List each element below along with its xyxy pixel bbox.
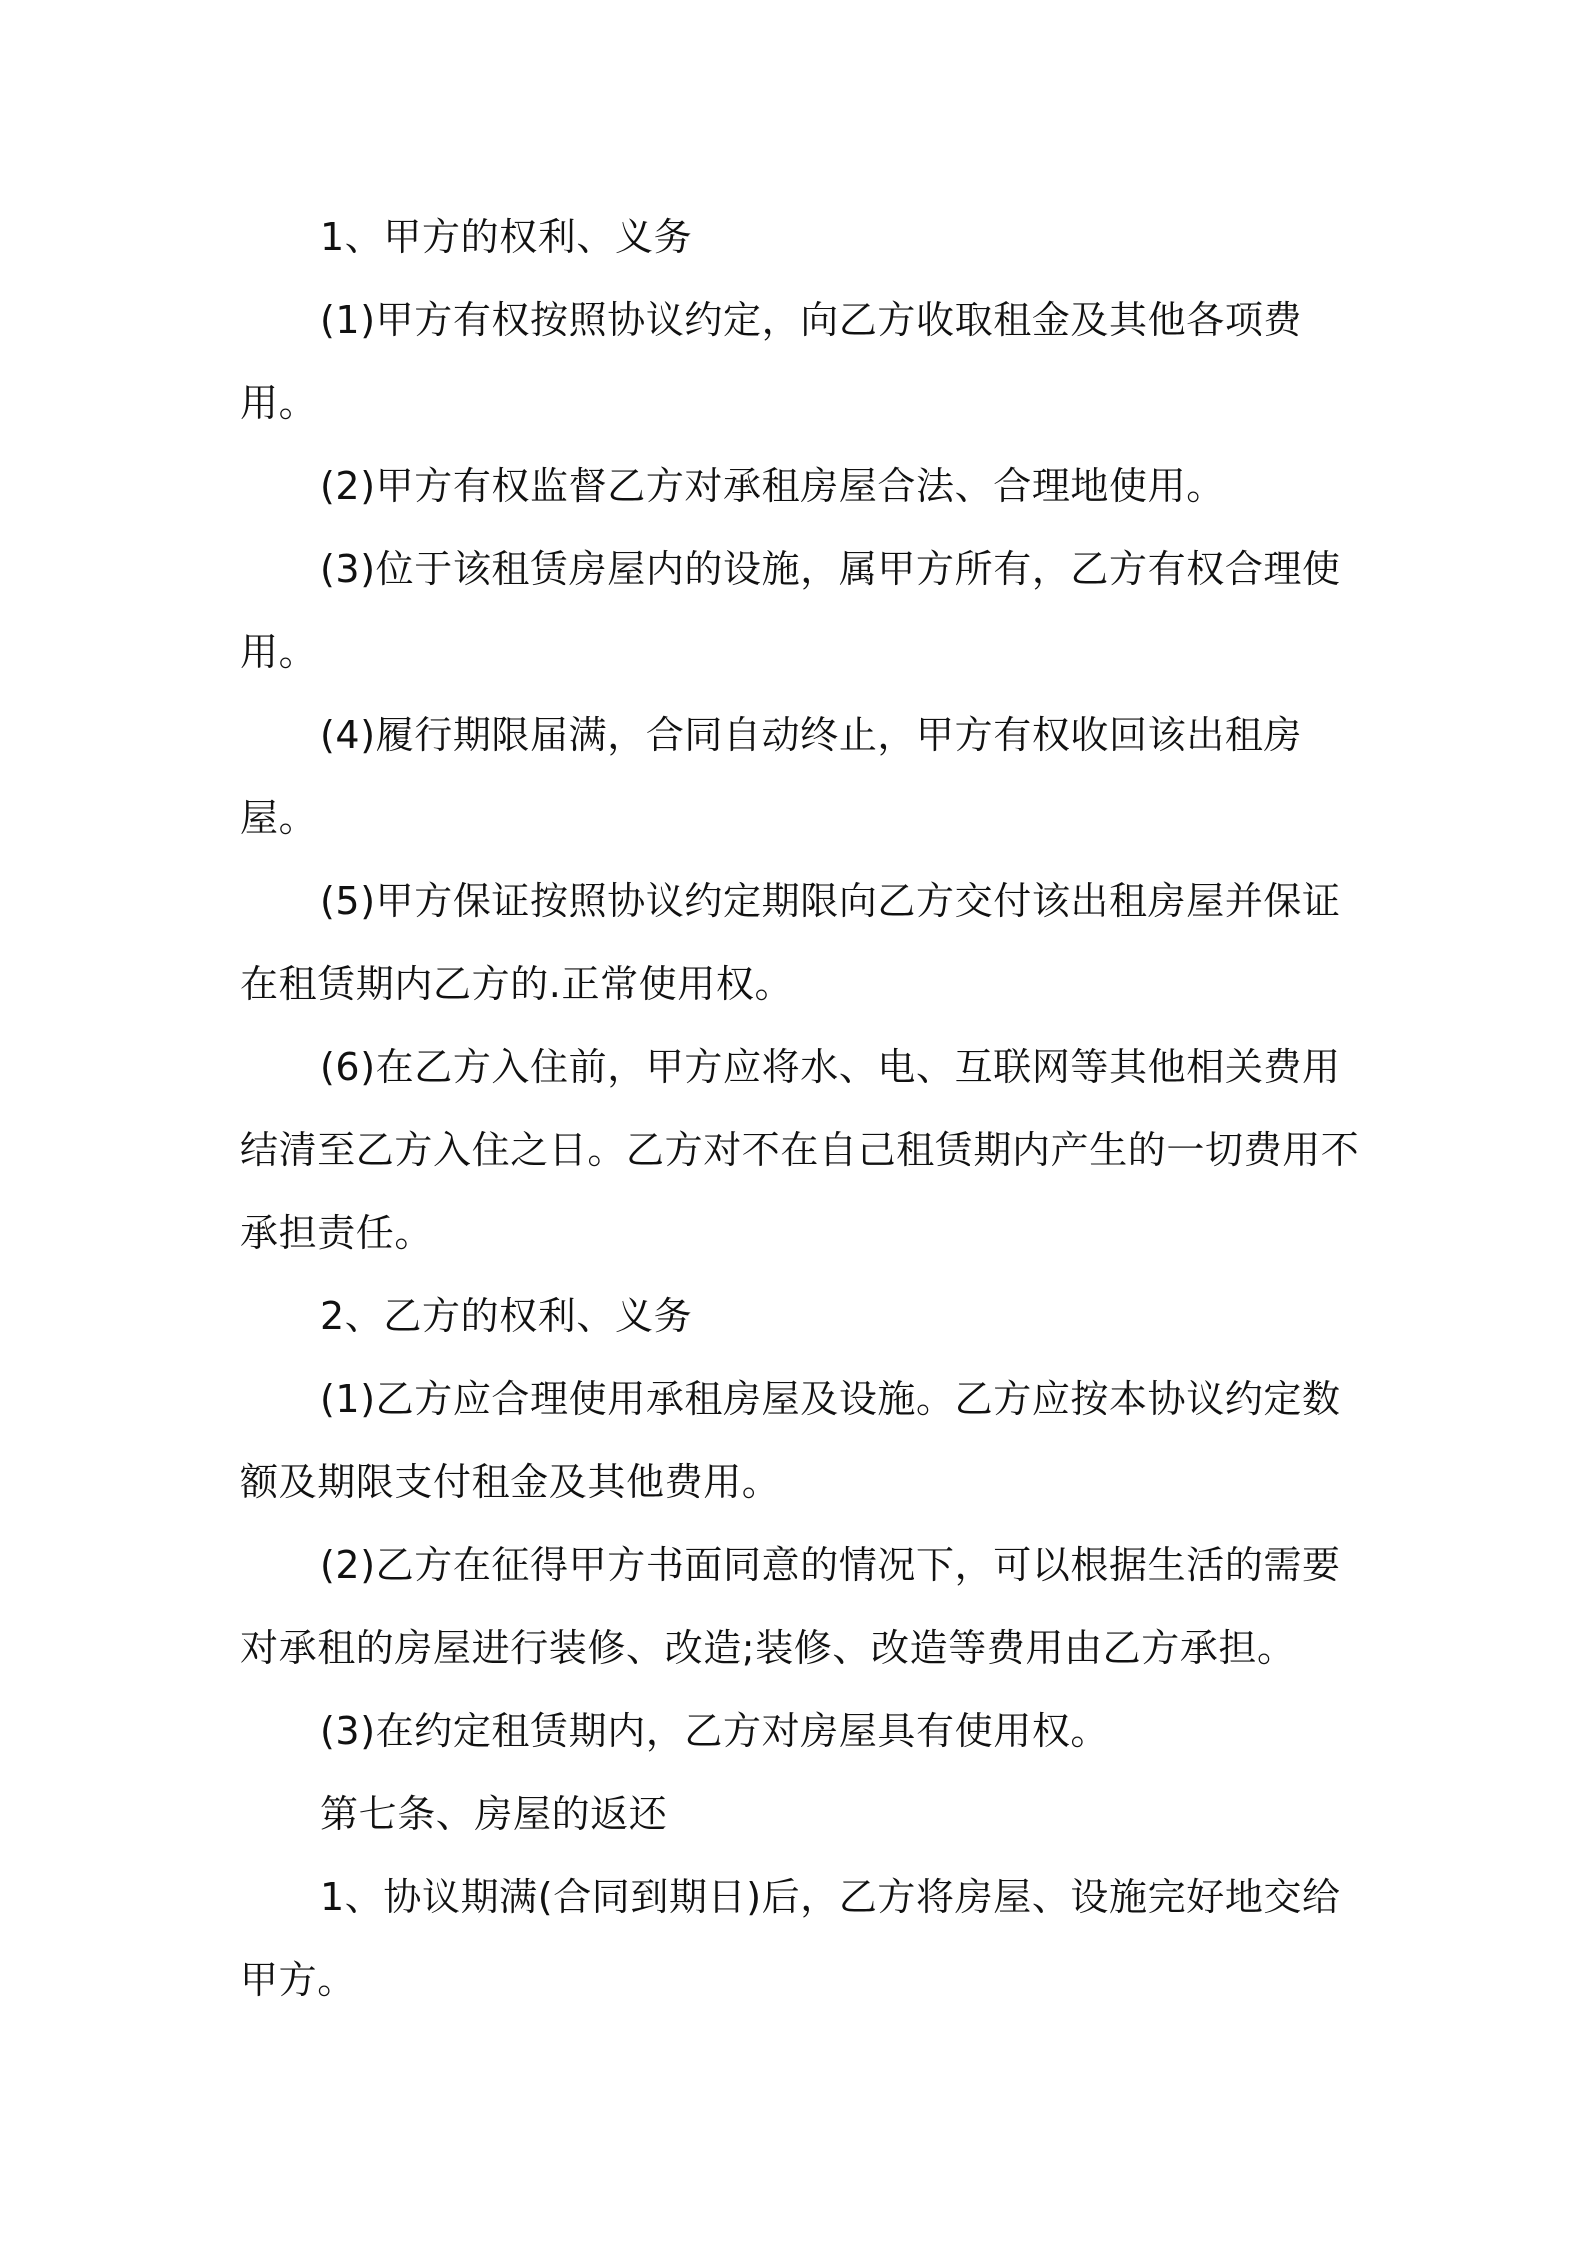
clause-a-3: (3)位于该租赁房屋内的设施，属甲方所有，乙方有权合理使用。 (240, 547, 1341, 674)
clause-a-1: (1)甲方有权按照协议约定，向乙方收取租金及其他各项费用。 (240, 298, 1303, 425)
clause-a-2: (2)甲方有权监督乙方对承租房屋合法、合理地使用。 (320, 464, 1225, 508)
clause-b-3: (3)在约定租赁期内，乙方对房屋具有使用权。 (320, 1709, 1110, 1753)
clause-b-2: (2)乙方在征得甲方书面同意的情况下，可以根据生活的需要对承租的房屋进行装修、改造;装修、改造等费用由乙方承担。 (240, 1543, 1341, 1670)
section-heading-party-b: 2、乙方的权利、义务 (320, 1294, 693, 1338)
clause-a-5: (5)甲方保证按照协议约定期限向乙方交付该出租房屋并保证在租赁期内乙方的.正常使用权。 (240, 879, 1341, 1006)
clause-b-1: (1)乙方应合理使用承租房屋及设施。乙方应按本协议约定数额及期限支付租金及其他费用。 (240, 1377, 1341, 1504)
clause-return-1: 1、协议期满(合同到期日)后，乙方将房屋、设施完好地交给甲方。 (240, 1875, 1341, 2002)
clause-a-6: (6)在乙方入住前，甲方应将水、电、互联网等其他相关费用结清至乙方入住之日。乙方对不在自己租赁期内产生的一切费用不承担责任。 (240, 1045, 1360, 1255)
article-heading-seven: 第七条、房屋的返还 (320, 1792, 668, 1836)
section-heading-party-a: 1、甲方的权利、义务 (320, 215, 693, 259)
document-body (240, 196, 1360, 2022)
clause-a-4: (4)履行期限届满，合同自动终止，甲方有权收回该出租房屋。 (240, 713, 1303, 840)
